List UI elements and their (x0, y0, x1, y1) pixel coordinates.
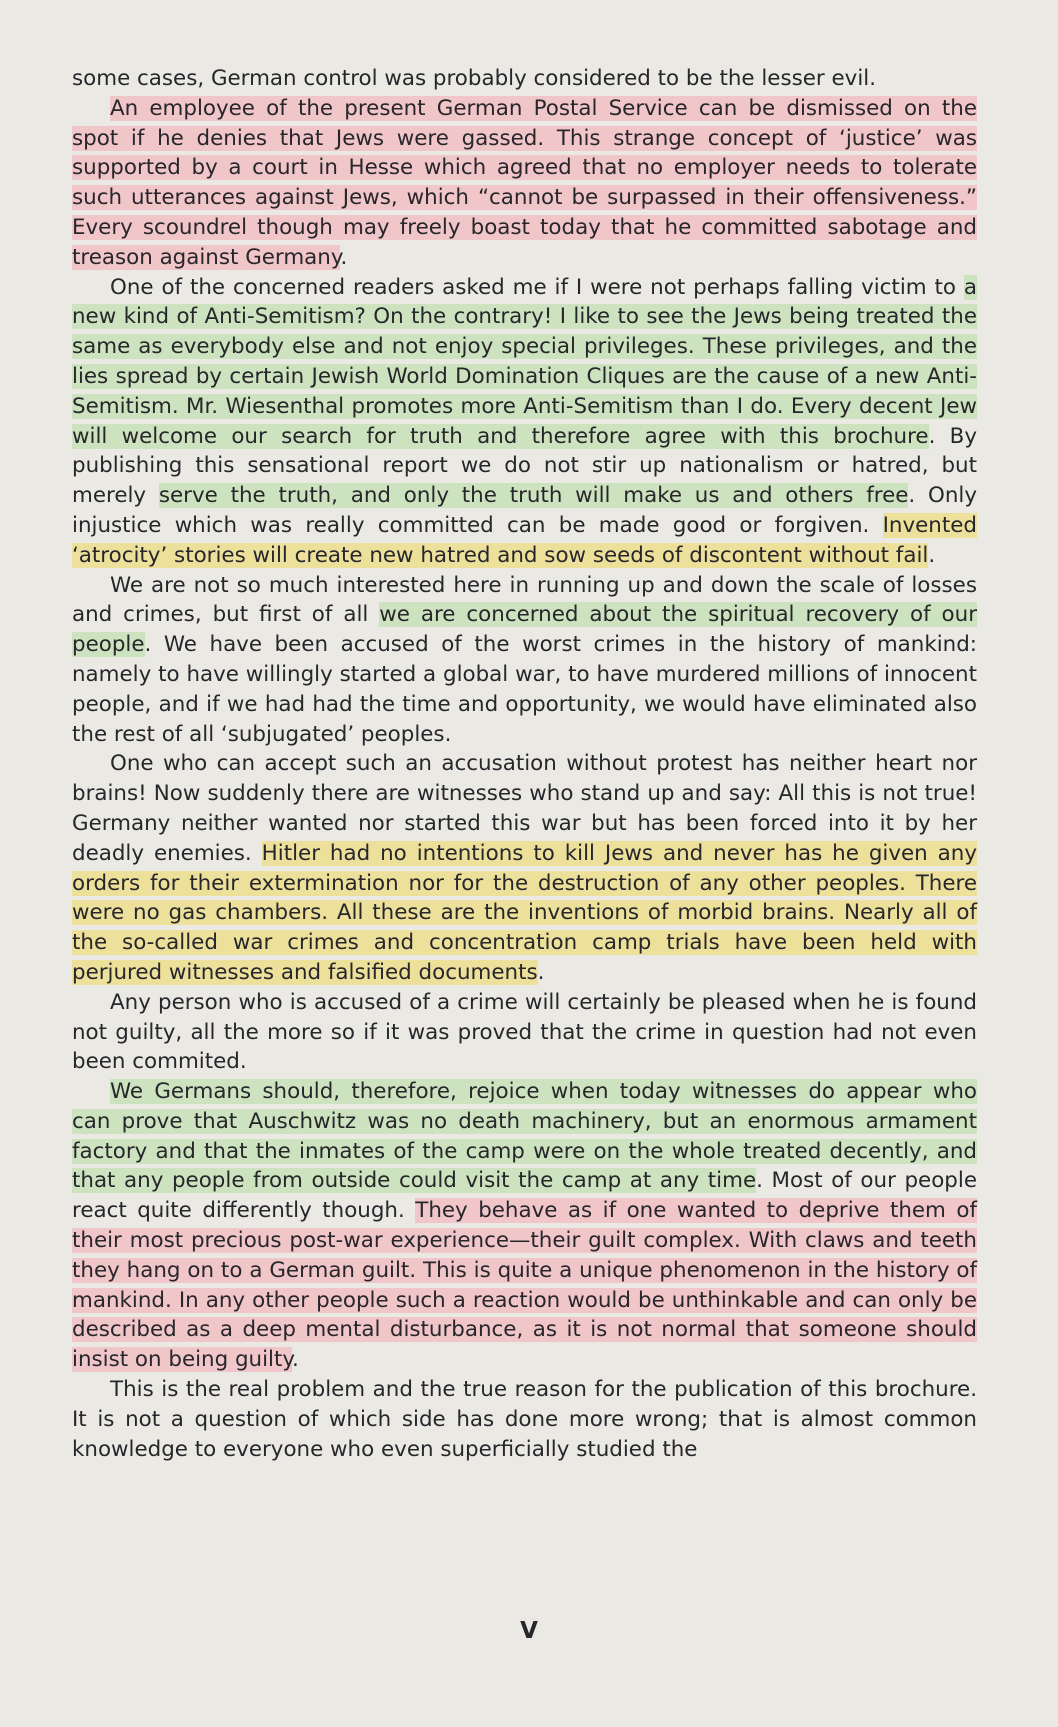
text-run: One who can accept such an accusation without protest has neither heart nor brains! Now suddenly there are witnesses who stand up and say: All this is not true! Germany neither wanted nor started this war but has been forced into it by her deadly enemies. (72, 751, 977, 866)
highlight-yellow: Hitler had no intentions to kill Jews and never has he given any orders for their extermination nor for the destruction of any other peoples. There were no gas chambers. All these are the inventions of morbid brains. Nearly all of the so-called war crimes and concentration camp trials have been held with perjured witnesses and falsified documents (72, 840, 977, 985)
paragraph (72, 988, 977, 1077)
text-run: . (537, 959, 545, 985)
text-run: . We have been accused of the worst crimes in the history of mankind: namely to have willingly started a global war, to have murdered millions of innocent people, and if we had had the time and opportunity, we would have eliminated also the rest of all ‘subjugated’ peoples. (72, 632, 977, 747)
text-run: . (928, 542, 936, 568)
highlight-green: we are concerned about the spiritual recovery of our people (72, 602, 977, 658)
body-text (72, 64, 977, 1464)
highlight-red: An employee of the present German Postal Service can be dismissed on the spot if he denies that Jews were gassed. This strange concept of ‘justice’ was supported by a court in Hesse which agreed that no employer needs to tolerate such utterances against Jews, which “cannot be surpassed in their offensiveness.” Every scoundrel though may freely boast today that he committed sabotage and treason against Germany (72, 95, 977, 270)
highlight-red: They behave as if one wanted to deprive them of their most precious post-war experience—their guilt complex. With claws and teeth they hang on to a German guilt. This is quite a unique phenomenon in the history of mankind. In any other people such a reaction would be unthinkable and can only be described as a deep mental disturbance, as it is not normal that someone should insist on being guilty (72, 1198, 977, 1373)
text-run: . Most of our people react quite differently though. (72, 1168, 977, 1224)
text-run: One of the concerned readers asked me if I were not perhaps falling victim to (110, 274, 964, 300)
paragraph (72, 749, 977, 987)
highlight-green: serve the truth, and only the truth will make us and others free (158, 483, 909, 509)
text-run: This is the real problem and the true reason for the publication of this brochure. It is not a question of which side has done more wrong; that is almost common knowledge to everyone who even superficially studied the (72, 1377, 977, 1462)
paragraph (72, 64, 977, 94)
page-number: V (520, 1618, 538, 1644)
paragraph (72, 1375, 977, 1464)
paragraph (72, 94, 977, 273)
text-run: . (292, 1347, 299, 1373)
text-run: some cases, German control was probably considered to be the lesser evil. (72, 66, 877, 91)
highlight-green: We Germans should, therefore, rejoice when today witnesses do appear who can prove that Auschwitz was no death machinery, but an enormous armament factory and that the inmates of the camp were on the whole treated decently, and that any people from outside could visit the camp at any time (72, 1079, 977, 1194)
text-run: . (340, 244, 348, 270)
highlight-yellow: Invented ‘atrocity’ stories will create new hatred and sow seeds of discontent without fail (72, 512, 977, 568)
text-run: Any person who is accused of a crime will certainly be pleased when he is found not guilty, all the more so if it was proved that the crime in question had not even been commited. (72, 989, 977, 1075)
text-run: . Only injustice which was really committed can be made good or forgiven. (72, 483, 977, 538)
text-run: . By publishing this sensational report we do not stir up nationalism or hatred, but merely (72, 423, 977, 509)
highlight-green: a new kind of Anti-Semitism? On the contrary! I like to see the Jews being treated the same as everybody else and not enjoy special privileges. These privileges, and the lies spread by certain Jewish World Domination Cliques are the cause of a new Anti-Semitism. Mr. Wiesenthal promotes more Anti-Semitism than I do. Every decent Jew will welcome our search for truth and therefore agree with this brochure (72, 274, 977, 449)
paragraph (72, 273, 977, 571)
paragraph (72, 1077, 977, 1375)
paragraph (72, 571, 977, 750)
text-run: We are not so much interested here in running up and down the scale of losses and crimes, but first of all (72, 572, 977, 628)
